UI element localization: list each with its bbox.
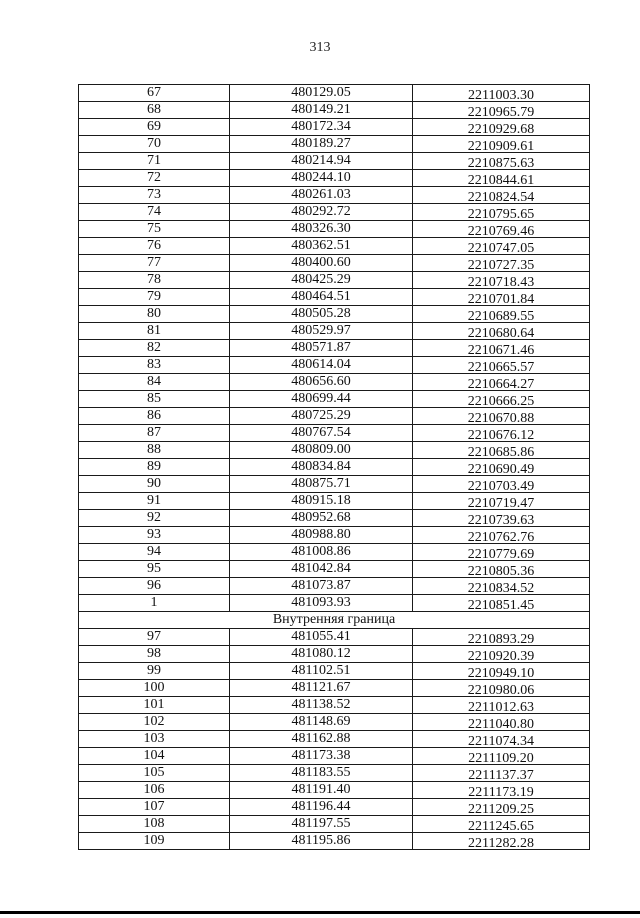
y-coordinate-value: 2210851.45 [467, 598, 535, 613]
x-coordinate-cell: 480767.54 [230, 425, 413, 442]
y-coordinate-value: 2210824.54 [467, 190, 535, 205]
point-number-cell: 103 [79, 731, 230, 748]
table-row [79, 340, 590, 357]
point-number-cell: 71 [79, 153, 230, 170]
point-number-cell: 85 [79, 391, 230, 408]
x-coordinate-cell: 481121.67 [230, 680, 413, 697]
y-coordinate-value: 2210703.49 [467, 479, 535, 494]
point-number-cell: 77 [79, 255, 230, 272]
point-number-cell: 91 [79, 493, 230, 510]
y-coordinate-value: 2211209.25 [468, 802, 534, 817]
scan-edge [0, 911, 640, 914]
outer-boundary-rows [79, 85, 590, 612]
y-coordinate-cell [413, 816, 590, 833]
table-row [79, 527, 590, 544]
point-number-cell: 82 [79, 340, 230, 357]
y-coordinate-cell [413, 391, 590, 408]
x-coordinate-cell: 481196.44 [230, 799, 413, 816]
table-row [79, 442, 590, 459]
y-coordinate-value: 2210719.47 [467, 496, 535, 511]
x-coordinate-cell: 481102.51 [230, 663, 413, 680]
point-number-cell: 81 [79, 323, 230, 340]
table-row [79, 85, 590, 102]
y-coordinate-cell [413, 663, 590, 680]
point-number-cell: 89 [79, 459, 230, 476]
y-coordinate-cell [413, 646, 590, 663]
x-coordinate-cell: 481042.84 [230, 561, 413, 578]
point-number-cell: 69 [79, 119, 230, 136]
x-coordinate-cell: 480505.28 [230, 306, 413, 323]
y-coordinate-value: 2210690.49 [467, 462, 535, 477]
y-coordinate-value: 2210747.05 [467, 241, 535, 256]
section-header [79, 612, 590, 629]
y-coordinate-cell [413, 289, 590, 306]
x-coordinate-cell: 480149.21 [230, 102, 413, 119]
x-coordinate-cell: 480425.29 [230, 272, 413, 289]
y-coordinate-value: 2210689.55 [467, 309, 535, 324]
y-coordinate-value: 2210680.64 [467, 326, 535, 341]
y-coordinate-cell [413, 561, 590, 578]
x-coordinate-cell: 480571.87 [230, 340, 413, 357]
table-row [79, 833, 590, 850]
y-coordinate-cell [413, 799, 590, 816]
table-row [79, 136, 590, 153]
x-coordinate-cell: 480326.30 [230, 221, 413, 238]
y-coordinate-value: 2210844.61 [467, 173, 535, 188]
x-coordinate-cell: 481162.88 [230, 731, 413, 748]
point-number-cell: 109 [79, 833, 230, 850]
y-coordinate-value: 2210965.79 [467, 105, 535, 120]
y-coordinate-value: 2210676.12 [467, 428, 535, 443]
table-row [79, 153, 590, 170]
point-number-cell: 94 [79, 544, 230, 561]
point-number-cell: 96 [79, 578, 230, 595]
x-coordinate-cell: 480464.51 [230, 289, 413, 306]
table-row [79, 255, 590, 272]
table-row [79, 561, 590, 578]
y-coordinate-cell [413, 221, 590, 238]
point-number-cell: 92 [79, 510, 230, 527]
x-coordinate-cell: 480362.51 [230, 238, 413, 255]
y-coordinate-cell [413, 102, 590, 119]
table-row [79, 782, 590, 799]
x-coordinate-cell: 480400.60 [230, 255, 413, 272]
y-coordinate-cell [413, 306, 590, 323]
y-coordinate-value: 2210665.57 [467, 360, 535, 375]
x-coordinate-cell: 480214.94 [230, 153, 413, 170]
table-row [79, 289, 590, 306]
y-coordinate-cell [413, 748, 590, 765]
y-coordinate-cell [413, 680, 590, 697]
x-coordinate-cell: 481183.55 [230, 765, 413, 782]
section-row [79, 612, 590, 629]
point-number-cell: 97 [79, 629, 230, 646]
y-coordinate-value: 2210670.88 [467, 411, 535, 426]
point-number-cell: 93 [79, 527, 230, 544]
y-coordinate-value: 2210769.46 [467, 224, 535, 239]
y-coordinate-cell [413, 442, 590, 459]
table-row [79, 816, 590, 833]
x-coordinate-cell: 481073.87 [230, 578, 413, 595]
point-number-cell: 74 [79, 204, 230, 221]
x-coordinate-cell: 481191.40 [230, 782, 413, 799]
y-coordinate-cell [413, 731, 590, 748]
y-coordinate-cell [413, 408, 590, 425]
y-coordinate-value: 2210718.43 [467, 275, 535, 290]
y-coordinate-value: 2210685.86 [467, 445, 535, 460]
x-coordinate-cell: 480725.29 [230, 408, 413, 425]
table-row [79, 272, 590, 289]
table-row [79, 646, 590, 663]
x-coordinate-cell: 480988.80 [230, 527, 413, 544]
y-coordinate-cell [413, 238, 590, 255]
y-coordinate-cell [413, 187, 590, 204]
point-number-cell: 68 [79, 102, 230, 119]
y-coordinate-value: 2211245.65 [468, 819, 534, 834]
table-row [79, 119, 590, 136]
y-coordinate-cell [413, 782, 590, 799]
point-number-cell: 76 [79, 238, 230, 255]
table-row [79, 680, 590, 697]
x-coordinate-cell: 480875.71 [230, 476, 413, 493]
table-row [79, 595, 590, 612]
y-coordinate-cell [413, 578, 590, 595]
y-coordinate-cell [413, 697, 590, 714]
y-coordinate-value: 2210929.68 [467, 122, 535, 137]
x-coordinate-cell: 481055.41 [230, 629, 413, 646]
table-row [79, 765, 590, 782]
point-number-cell: 100 [79, 680, 230, 697]
x-coordinate-cell: 480656.60 [230, 374, 413, 391]
y-coordinate-value: 2211074.34 [468, 734, 534, 749]
table-row [79, 170, 590, 187]
table-row [79, 714, 590, 731]
point-number-cell: 83 [79, 357, 230, 374]
x-coordinate-cell: 481197.55 [230, 816, 413, 833]
table-row [79, 476, 590, 493]
point-number-cell: 87 [79, 425, 230, 442]
y-coordinate-cell [413, 323, 590, 340]
table-row [79, 799, 590, 816]
y-coordinate-cell [413, 136, 590, 153]
y-coordinate-cell [413, 374, 590, 391]
point-number-cell: 80 [79, 306, 230, 323]
y-coordinate-value: 2210795.65 [467, 207, 535, 222]
y-coordinate-cell [413, 119, 590, 136]
table-row [79, 306, 590, 323]
point-number-cell: 86 [79, 408, 230, 425]
table-row [79, 697, 590, 714]
y-coordinate-value: 2211173.19 [468, 785, 534, 800]
y-coordinate-cell [413, 714, 590, 731]
table-row [79, 408, 590, 425]
table-row [79, 731, 590, 748]
y-coordinate-value: 2210909.61 [467, 139, 535, 154]
point-number-cell: 70 [79, 136, 230, 153]
point-number-cell: 79 [79, 289, 230, 306]
point-number-cell: 73 [79, 187, 230, 204]
x-coordinate-cell: 480915.18 [230, 493, 413, 510]
y-coordinate-value: 2210893.29 [467, 632, 535, 647]
inner-boundary-rows [79, 629, 590, 850]
table-row [79, 374, 590, 391]
point-number-cell: 102 [79, 714, 230, 731]
table-row [79, 544, 590, 561]
point-number-cell: 67 [79, 85, 230, 102]
y-coordinate-value: 2210949.10 [467, 666, 535, 681]
point-number-cell: 105 [79, 765, 230, 782]
y-coordinate-cell [413, 476, 590, 493]
coordinates-table [78, 84, 590, 850]
section-title: Внутренняя граница [79, 612, 590, 629]
y-coordinate-cell [413, 544, 590, 561]
table-row [79, 238, 590, 255]
x-coordinate-cell: 480129.05 [230, 85, 413, 102]
x-coordinate-cell: 481195.86 [230, 833, 413, 850]
x-coordinate-cell: 480261.03 [230, 187, 413, 204]
x-coordinate-cell: 480809.00 [230, 442, 413, 459]
x-coordinate-cell: 481080.12 [230, 646, 413, 663]
y-coordinate-cell [413, 459, 590, 476]
y-coordinate-value: 2210875.63 [467, 156, 535, 171]
x-coordinate-cell: 480834.84 [230, 459, 413, 476]
table-row [79, 204, 590, 221]
y-coordinate-value: 2211040.80 [468, 717, 534, 732]
y-coordinate-value: 2210664.27 [467, 377, 535, 392]
y-coordinate-value: 2210920.39 [467, 649, 535, 664]
point-number-cell: 90 [79, 476, 230, 493]
x-coordinate-cell: 481148.69 [230, 714, 413, 731]
x-coordinate-cell: 480244.10 [230, 170, 413, 187]
y-coordinate-value: 2210805.36 [467, 564, 535, 579]
y-coordinate-cell [413, 204, 590, 221]
y-coordinate-cell [413, 425, 590, 442]
x-coordinate-cell: 480172.34 [230, 119, 413, 136]
y-coordinate-cell [413, 527, 590, 544]
y-coordinate-value: 2211137.37 [468, 768, 534, 783]
table-row [79, 102, 590, 119]
y-coordinate-cell [413, 357, 590, 374]
point-number-cell: 98 [79, 646, 230, 663]
x-coordinate-cell: 480529.97 [230, 323, 413, 340]
y-coordinate-value: 2210779.69 [467, 547, 535, 562]
x-coordinate-cell: 481008.86 [230, 544, 413, 561]
y-coordinate-cell [413, 493, 590, 510]
point-number-cell: 106 [79, 782, 230, 799]
x-coordinate-cell: 480292.72 [230, 204, 413, 221]
y-coordinate-value: 2210980.06 [467, 683, 535, 698]
y-coordinate-cell [413, 255, 590, 272]
x-coordinate-cell: 481093.93 [230, 595, 413, 612]
x-coordinate-cell: 480699.44 [230, 391, 413, 408]
x-coordinate-cell: 480189.27 [230, 136, 413, 153]
y-coordinate-value: 2211012.63 [468, 700, 534, 715]
table-row [79, 357, 590, 374]
table-row [79, 221, 590, 238]
x-coordinate-cell: 480952.68 [230, 510, 413, 527]
table-row [79, 578, 590, 595]
y-coordinate-value: 2210727.35 [467, 258, 535, 273]
table-row [79, 748, 590, 765]
x-coordinate-cell: 481138.52 [230, 697, 413, 714]
y-coordinate-cell [413, 629, 590, 646]
point-number-cell: 101 [79, 697, 230, 714]
x-coordinate-cell: 481173.38 [230, 748, 413, 765]
table-row [79, 629, 590, 646]
point-number-cell: 107 [79, 799, 230, 816]
y-coordinate-value: 2210762.76 [467, 530, 535, 545]
table-row [79, 459, 590, 476]
point-number-cell: 104 [79, 748, 230, 765]
x-coordinate-cell: 480614.04 [230, 357, 413, 374]
table-row [79, 425, 590, 442]
point-number-cell: 88 [79, 442, 230, 459]
y-coordinate-value: 2211003.30 [468, 88, 534, 103]
table-row [79, 187, 590, 204]
point-number-cell: 1 [79, 595, 230, 612]
y-coordinate-value: 2211109.20 [468, 751, 534, 766]
y-coordinate-cell [413, 765, 590, 782]
point-number-cell: 95 [79, 561, 230, 578]
y-coordinate-cell [413, 272, 590, 289]
point-number-cell: 108 [79, 816, 230, 833]
table-row [79, 493, 590, 510]
y-coordinate-value: 2210834.52 [467, 581, 535, 596]
y-coordinate-cell [413, 595, 590, 612]
table-row [79, 391, 590, 408]
point-number-cell: 72 [79, 170, 230, 187]
point-number-cell: 84 [79, 374, 230, 391]
point-number-cell: 78 [79, 272, 230, 289]
table-row [79, 510, 590, 527]
y-coordinate-cell [413, 833, 590, 850]
point-number-cell: 75 [79, 221, 230, 238]
y-coordinate-cell [413, 85, 590, 102]
y-coordinate-value: 2210671.46 [467, 343, 535, 358]
y-coordinate-value: 2210739.63 [467, 513, 535, 528]
y-coordinate-cell [413, 510, 590, 527]
point-number-cell: 99 [79, 663, 230, 680]
y-coordinate-cell [413, 340, 590, 357]
y-coordinate-value: 2210701.84 [467, 292, 535, 307]
y-coordinate-value: 2210666.25 [467, 394, 535, 409]
table-row [79, 323, 590, 340]
y-coordinate-cell [413, 170, 590, 187]
y-coordinate-value: 2211282.28 [468, 836, 534, 851]
page-number: 313 [309, 40, 331, 55]
table-row [79, 663, 590, 680]
y-coordinate-cell [413, 153, 590, 170]
